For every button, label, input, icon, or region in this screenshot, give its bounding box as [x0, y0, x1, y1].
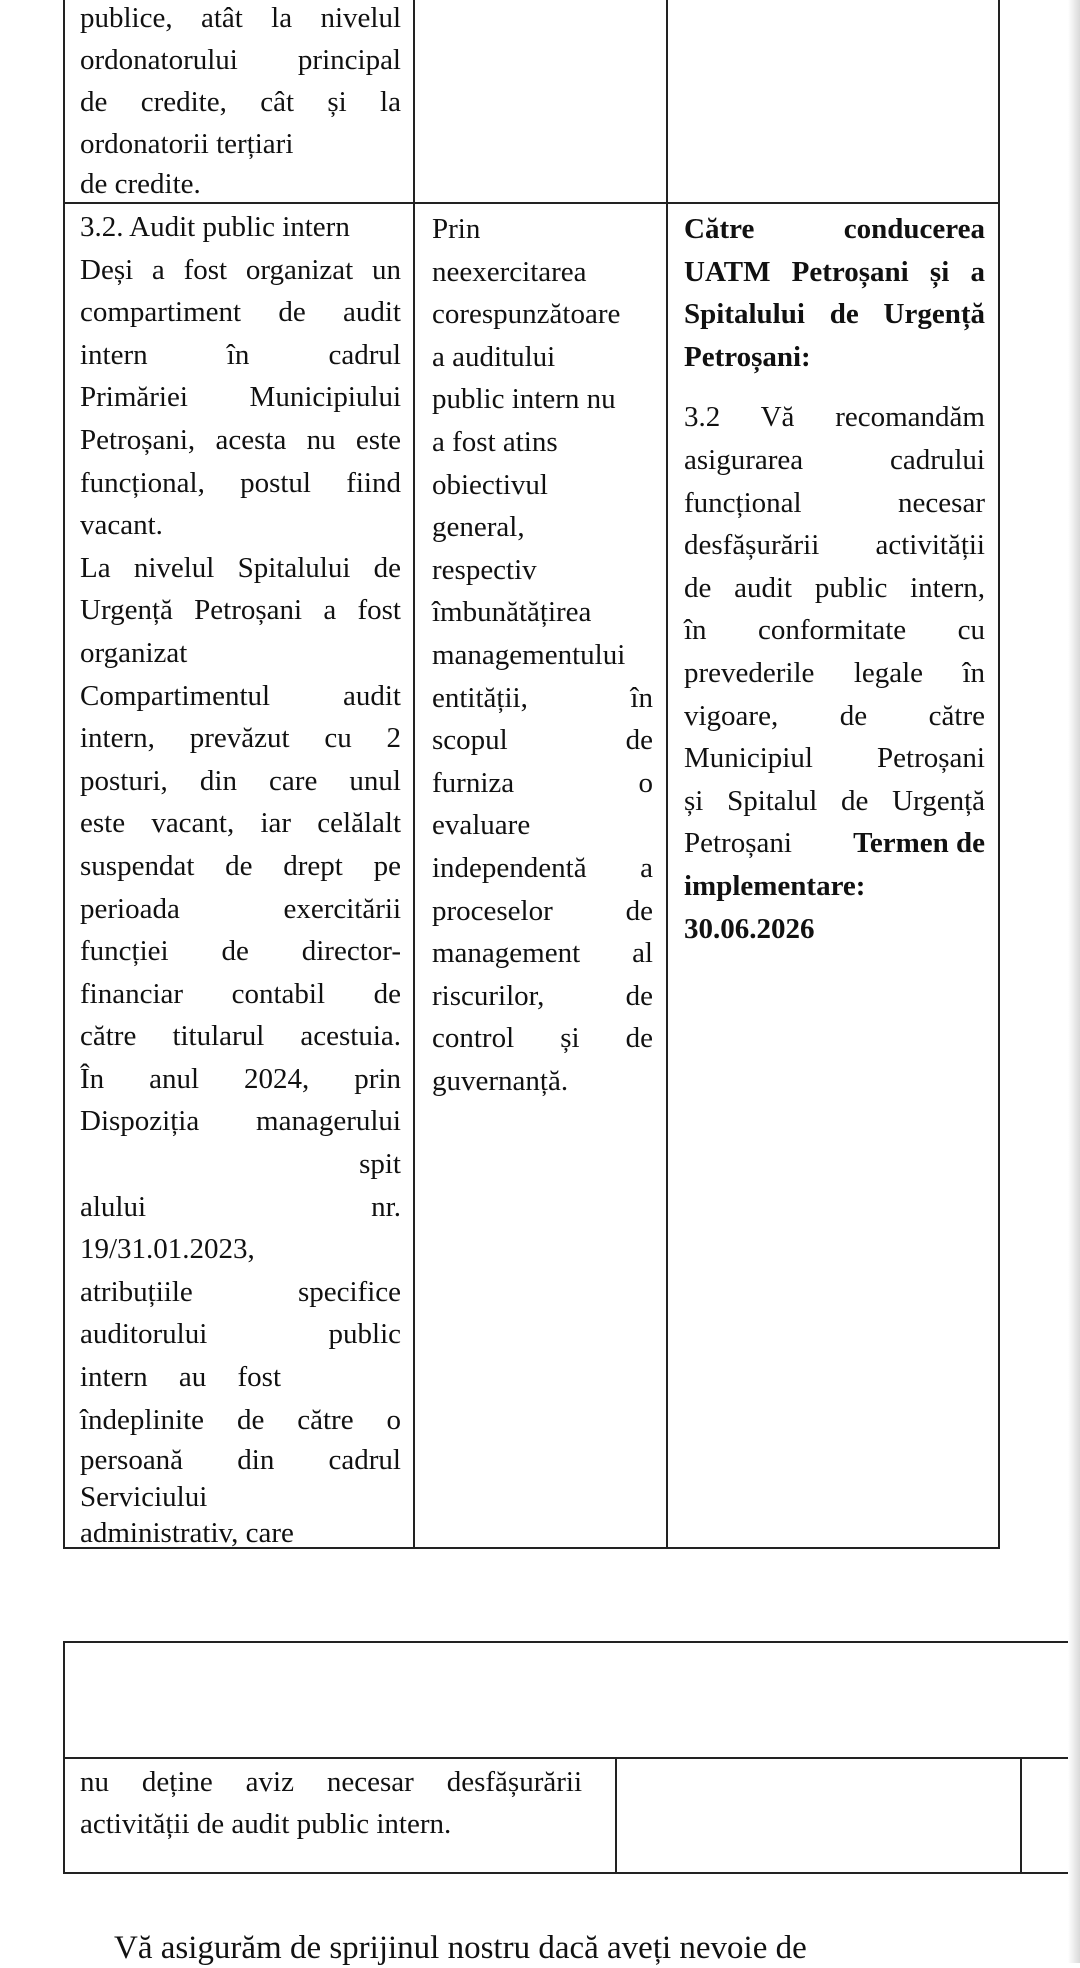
text-line: auditorului public	[80, 1318, 401, 1351]
text-line: managementului	[432, 638, 626, 671]
text-line: control și de	[432, 1022, 653, 1055]
text-line: ordonatorii terțiari	[80, 128, 294, 160]
text-line: proceselor de	[432, 894, 653, 927]
recommendation-heading-line: UATM Petroșani și a	[684, 255, 985, 288]
text-line: în conformitate cu	[684, 614, 985, 647]
text-line: Petroșani, acesta nu este	[80, 423, 401, 456]
text-line: spit	[359, 1148, 401, 1181]
text-line: La nivelul Spitalului de	[80, 551, 401, 584]
text-line: nu deține aviz necesar desfășurării	[80, 1766, 582, 1798]
text-line: compartiment de audit	[80, 296, 401, 329]
text-line: persoană din cadrul	[80, 1444, 401, 1477]
table1-col-divider-1	[413, 0, 415, 1549]
text-line: de credite, cât și la	[80, 86, 401, 118]
text-line: organizat	[80, 636, 188, 669]
table1-right-border	[998, 0, 1000, 1549]
table2-col-divider-1	[615, 1757, 617, 1874]
text-line: posturi, din care unul	[80, 764, 401, 797]
text-line: funcției de director-	[80, 935, 401, 968]
recommendation-heading-line: Spitalului de Urgență	[684, 298, 985, 331]
text-fragment: Petroșani	[684, 827, 792, 860]
text-line: ordonatorului principal	[80, 44, 401, 76]
text-line: obiectivul	[432, 468, 548, 501]
table1-col-divider-2	[666, 0, 668, 1549]
text-line: perioada exercitării	[80, 892, 401, 925]
text-line: vigoare, de către	[684, 699, 985, 732]
finding-title: 3.2. Audit public intern	[80, 211, 350, 243]
text-line: și Spitalul de Urgență	[684, 784, 985, 817]
page-edge-shadow	[1068, 0, 1080, 1963]
text-line: atribuțiile specifice	[80, 1275, 401, 1308]
text-line: prevederile legale în	[684, 656, 985, 689]
consequence-cell	[432, 208, 653, 1102]
deadline-label: Termen de	[853, 827, 985, 860]
text-line: Municipiul Petroșani	[684, 742, 985, 775]
text-line: 3.2 Vă recomandăm	[684, 401, 985, 434]
text-line: desfășurării activității	[684, 529, 985, 562]
text-line: de credite.	[80, 168, 201, 200]
text-line: guvernanță.	[432, 1064, 569, 1097]
text-line: Deși a fost organizat un	[80, 253, 401, 286]
deadline-date: 30.06.2026	[684, 912, 815, 945]
text-line: respectiv	[432, 553, 537, 586]
finding-cell	[80, 206, 401, 1551]
text-line: evaluare	[432, 809, 531, 842]
text-line: activității de audit public intern.	[80, 1808, 452, 1840]
text-line: administrativ, care	[80, 1517, 294, 1550]
text-line: către titularul acestuia.	[80, 1020, 401, 1053]
closing-paragraph: Vă asigurăm de sprijinul nostru dacă aveți nevoie de	[114, 1930, 807, 1966]
text-line: furniza o	[432, 766, 653, 799]
recommendation-heading-line: Petroșani:	[684, 340, 811, 373]
text-line: public intern nu	[432, 383, 616, 416]
text-line: funcțional necesar	[684, 486, 985, 519]
text-line: entității, în	[432, 681, 653, 714]
text-line: asigurarea cadrului	[684, 443, 985, 476]
recommendation-cell	[684, 208, 985, 950]
text-line: vacant.	[80, 509, 163, 542]
recommendation-body	[684, 396, 985, 950]
text-line: management al	[432, 937, 653, 970]
text-line: îmbunătățirea	[432, 596, 592, 629]
table2-bottom-border	[63, 1872, 1080, 1874]
text-line: Dispoziția managerului	[80, 1105, 401, 1138]
text-line: financiar contabil de	[80, 977, 401, 1010]
text-line: funcțional, postul fiind	[80, 466, 401, 499]
text-line: Compartimentul audit	[80, 679, 401, 712]
text-line: 19/31.01.2023,	[80, 1233, 255, 1266]
text-line: a fost atins	[432, 425, 558, 458]
table2-top-border	[63, 1641, 1080, 1643]
text-line: alului nr.	[80, 1190, 401, 1223]
text-line: a auditului	[432, 340, 556, 373]
text-line: suspendat de drept pe	[80, 849, 401, 882]
table2-col-divider-2	[1020, 1757, 1022, 1874]
text-line: corespunzătoare	[432, 298, 621, 331]
text-line: neexercitarea	[432, 255, 587, 288]
recommendation-heading-line: Către conducerea	[684, 213, 985, 245]
text-line: independentă a	[432, 851, 653, 884]
text-line: intern au fost	[80, 1361, 282, 1394]
text-line: intern în cadrul	[80, 338, 401, 371]
text-line: general,	[432, 511, 525, 544]
text-line: este vacant, iar celălalt	[80, 807, 401, 840]
text-line: îndeplinite de către o	[80, 1403, 401, 1436]
text-line: scopul de	[432, 724, 653, 757]
text-line: Urgență Petroșani a fost	[80, 594, 401, 627]
text-line: În anul 2024, prin	[80, 1062, 401, 1095]
table2-text-cell	[80, 1761, 582, 1845]
deadline-label: implementare:	[684, 869, 866, 902]
table2-left-border	[63, 1641, 65, 1874]
text-line: Prin	[432, 213, 481, 245]
text-line: Primăriei Municipiului	[80, 381, 401, 414]
table2-row-divider	[63, 1757, 1080, 1759]
text-line: riscurilor, de	[432, 979, 653, 1012]
text-line: de audit public intern,	[684, 571, 985, 604]
text-line	[684, 822, 985, 865]
text-line: publice, atât la nivelul	[80, 2, 401, 34]
table1-left-border	[63, 0, 65, 1549]
text-line: Serviciului	[80, 1481, 208, 1514]
table1-top-row-col1	[80, 0, 401, 203]
text-line: intern, prevăzut cu 2	[80, 722, 401, 755]
